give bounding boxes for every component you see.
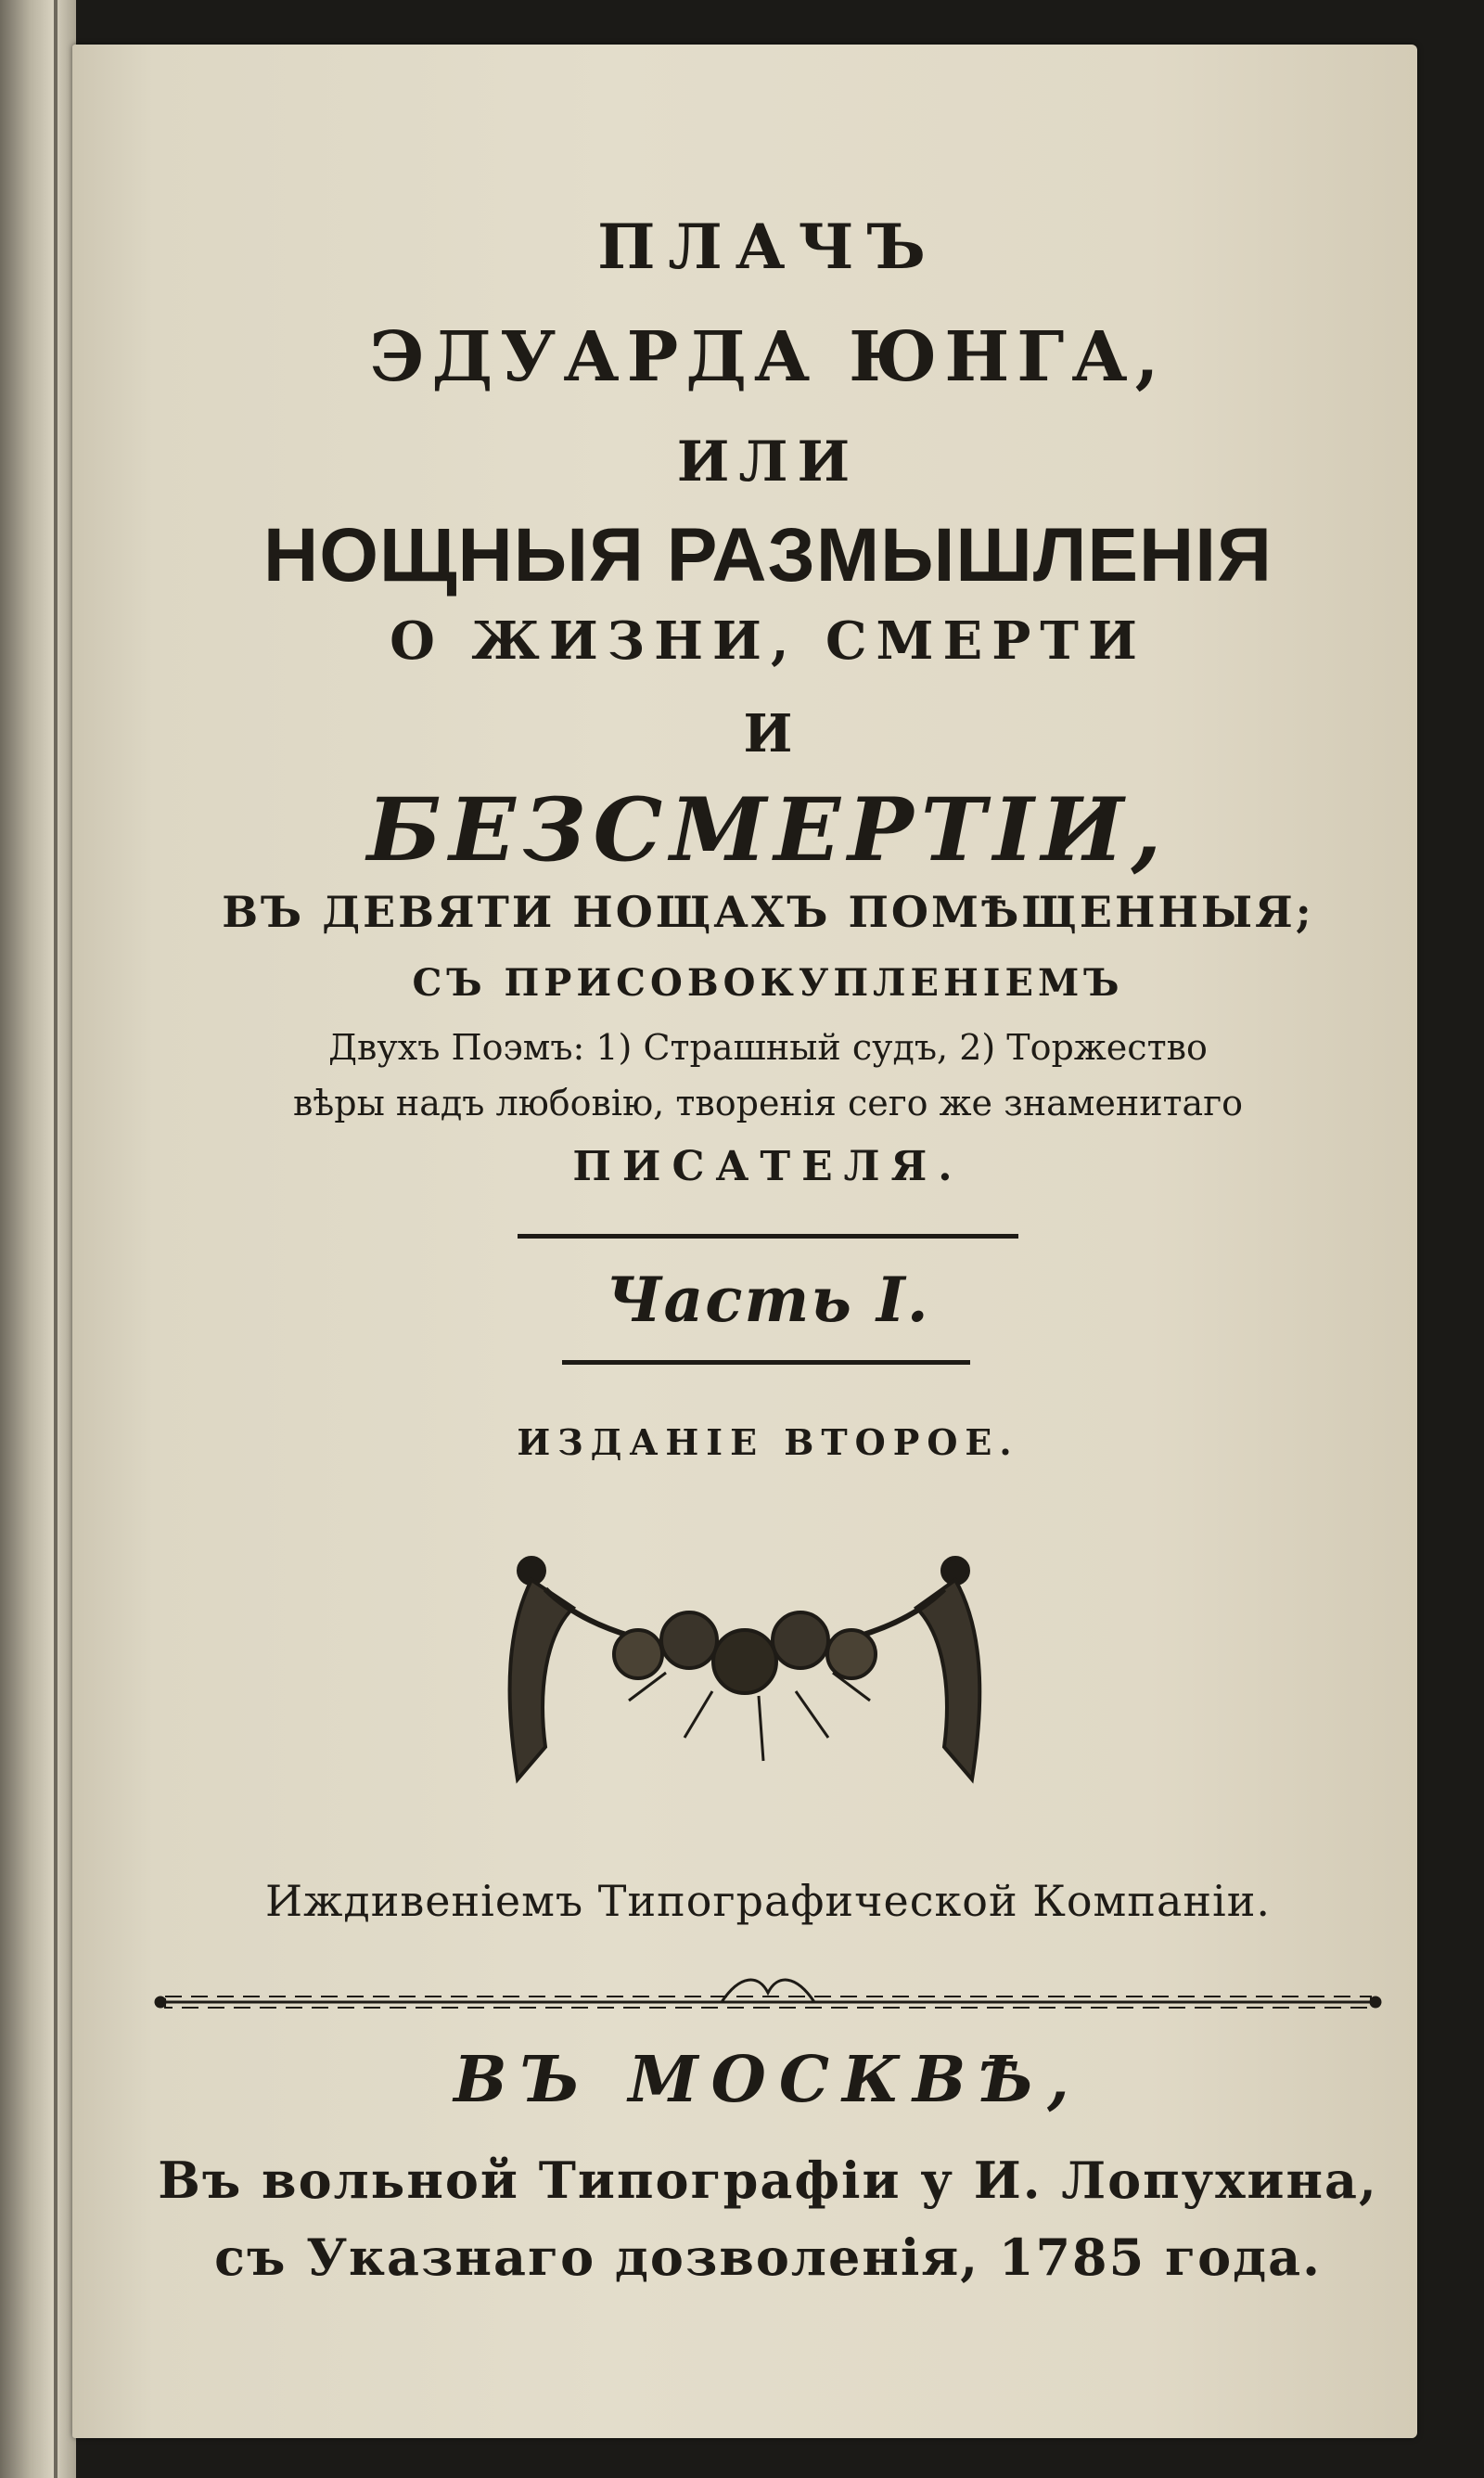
subtitle-line-1: ВЪ ДЕВЯТИ НОЩАХЪ ПОМѢЩЕННЫЯ; — [222, 887, 1314, 937]
spine-crease — [54, 0, 58, 2478]
press-line-2: съ Указнаго дозволенія, 1785 года. — [214, 2228, 1322, 2287]
title-line-4: НОЩНЫЯ РАЗМЫШЛЕНІЯ — [262, 513, 1273, 597]
title-line-2: ЭДУАРДА ЮНГА, — [369, 317, 1167, 397]
rose-1 — [614, 1630, 662, 1678]
title-line-6: И — [743, 703, 793, 764]
left-drape — [510, 1580, 573, 1779]
city-line: ВЪ МОСКВѢ, — [454, 2043, 1082, 2117]
decorative-border-rule — [109, 1965, 1426, 2021]
rose-3 — [713, 1630, 776, 1693]
book-spine-edge — [0, 0, 76, 2478]
rose-5 — [827, 1630, 876, 1678]
right-drape — [916, 1580, 979, 1779]
border-rule-left-end — [155, 1997, 166, 2008]
border-rule-center-flourish — [722, 1980, 814, 2002]
title-line-1: ПЛАЧЪ — [597, 211, 939, 283]
subtitle-line-4: вѣры надъ любовію, творенія сего же знаменитаго — [292, 1083, 1244, 1123]
part-number: Часть I. — [606, 1264, 930, 1336]
garland-ornament — [109, 1552, 1426, 1803]
rule-above-part — [518, 1234, 1018, 1239]
press-line-1: Въ вольной Типографіи у И. Лопухина, — [158, 2151, 1378, 2210]
title-line-7: БЕЗСМЕРТІИ, — [366, 779, 1170, 881]
border-rule-right-end — [1370, 1997, 1381, 2008]
rose-4 — [773, 1612, 828, 1668]
garland-ornament-drawing — [510, 1558, 980, 1779]
subtitle-line-5: ПИСАТЕЛЯ. — [572, 1143, 964, 1190]
publisher-line: Иждивеніемъ Типографической Компаніи. — [264, 1876, 1272, 1926]
subtitle-line-2: СЪ ПРИСОВОКУПЛЕНІЕМЪ — [412, 961, 1124, 1005]
rule-below-part — [562, 1360, 970, 1365]
title-line-3: ИЛИ — [676, 430, 860, 494]
rose-2 — [661, 1612, 717, 1668]
edition-label: ИЗДАНІЕ ВТОРОЕ. — [517, 1421, 1019, 1463]
subtitle-line-3: Двухъ Поэмъ: 1) Страшный судъ, 2) Торжество — [328, 1027, 1208, 1068]
title-line-5: О ЖИЗНИ, СМЕРТИ — [390, 610, 1146, 672]
border-rule-drawing — [155, 1980, 1381, 2008]
title-page — [72, 45, 1417, 2438]
